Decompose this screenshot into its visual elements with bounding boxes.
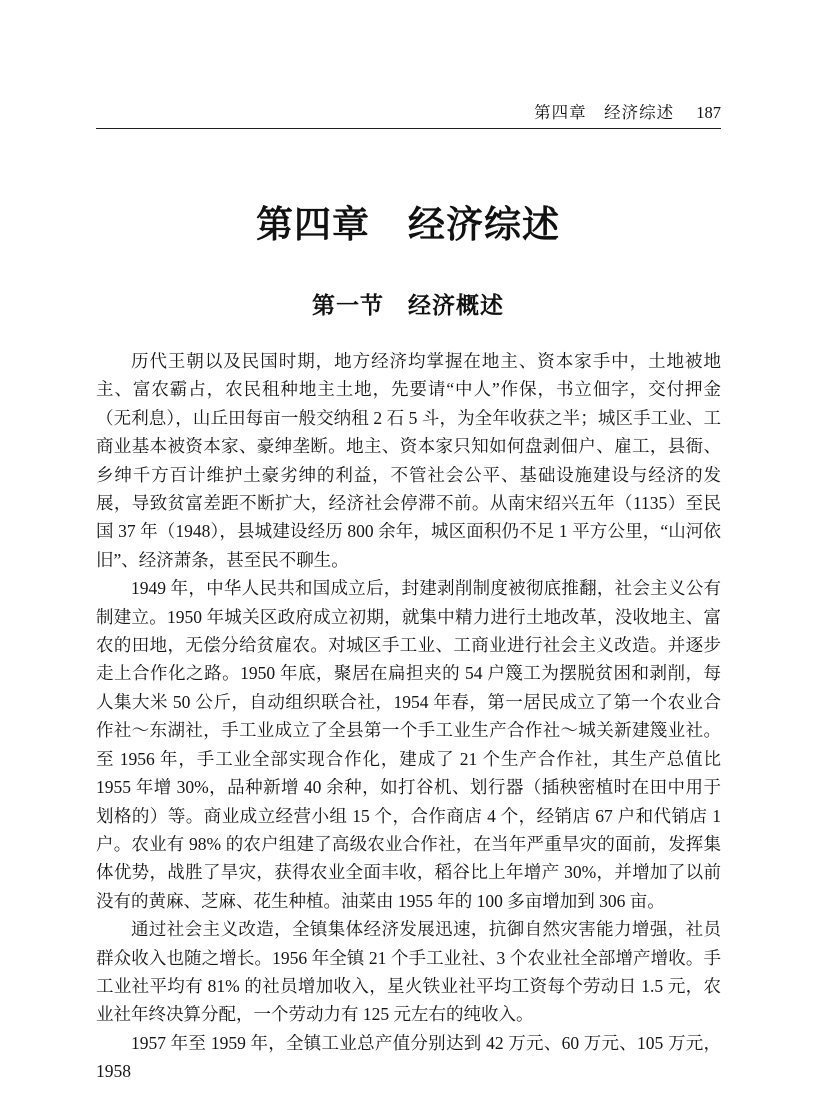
body-text: [96, 347, 721, 1086]
paragraph-3: 通过社会主义改造，全镇集体经济发展迅速，抗御自然灾害能力增强，社员群众收入也随之增长。1956 年全镇 21 个手工业社、3 个农业社全部增产增收。手工业社平均有 81% 的社员增加收入，星火铁业社平均工资每个劳动日 1.5 元，农业社年终决算分配，一个劳动力有 125 元左右的纯收入。: [96, 919, 721, 1025]
running-header-title: 第四章 经济综述: [534, 103, 675, 122]
chapter-title: 第四章 经济综述: [256, 205, 560, 246]
paragraph-1: 历代王朝以及民国时期，地方经济均掌握在地主、资本家手中，土地被地主、富农霸占，农民租种地主土地，先要请“中人”作保，书立佃字，交付押金（无利息），山丘田每亩一般交纳租 2 石 5 斗，为全年收获之半；城区手工业、工商业基本被资本家、豪绅垄断。地主、资本家只知如何盘剥佃户、雇工，县衙、乡绅千方百计维护土豪劣绅的利益，不管社会公平、基础设施建设与经济的发展，导致贫富差距不断扩大，经济社会停滞不前。从南宋绍兴五年（1135）至民国 37 年（1948），县城建设经历 800 余年，城区面积仍不足 1 平方公里，“山河依旧”、经济萧条，甚至民不聊生。: [96, 351, 721, 570]
paragraph-2: 1949 年，中华人民共和国成立后，封建剥削制度被彻底推翻，社会主义公有制建立。1950 年城关区政府成立初期，就集中精力进行土地改革，没收地主、富农的田地，无偿分给贫雇农。对城区手工业、工商业进行社会主义改造。并逐步走上合作化之路。1950 年底，聚居在扁担夹的 54 户篾工为摆脱贫困和剥削，每人集大米 50 公斤，自动组织联合社，1954 年春，第一居民成立了第一个农业合作社～东湖社，手工业成立了全县第一个手工业生产合作社～城关新建篾业社。至 1956 年，手工业全部实现合作化，建成了 21 个生产合作社，其生产总值比 1955 年增 30%，品种新增 40 余种，如打谷机、划行器（插秧密植时在田中用于划格的）等。商业成立经营小组 15 个，合作商店 4 个，经销店 67 户和代销店 1 户。农业有 98% 的农户组建了高级农业合作社，在当年严重旱灾的面前，发挥集体优势，战胜了旱灾，获得农业全面丰收，稻谷比上年增产 30%，并增加了以前没有的黄麻、芝麻、花生种植。油菜由 1955 年的 100 多亩增加到 306 亩。: [96, 578, 721, 911]
page-header: [96, 102, 721, 129]
section-title: 第一节 经济概述: [312, 293, 504, 318]
paragraph-4: 1957 年至 1959 年，全镇工业总产值分别达到 42 万元、60 万元、105 万元，1958: [96, 1032, 721, 1082]
page-number: 187: [696, 103, 721, 122]
